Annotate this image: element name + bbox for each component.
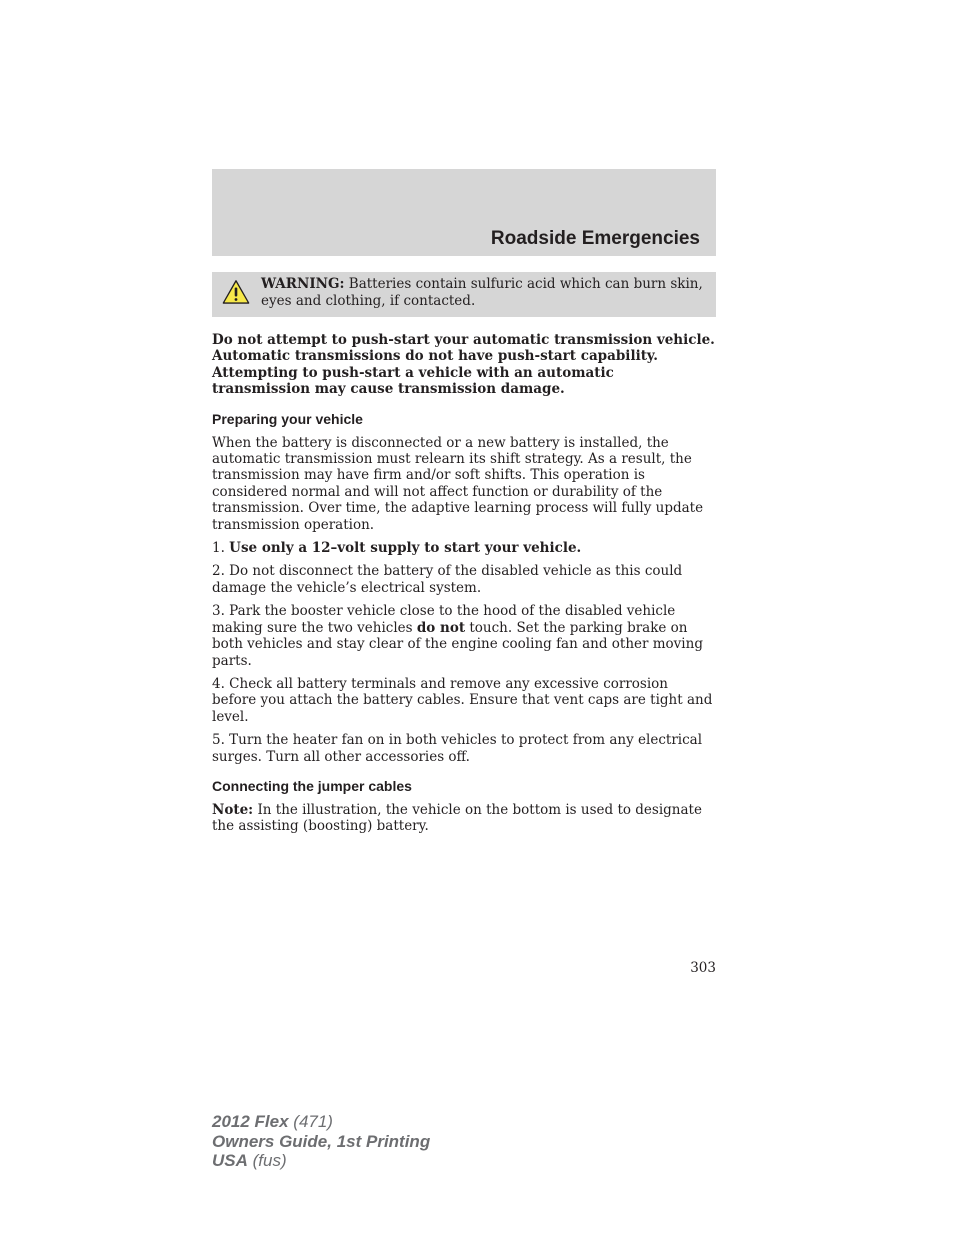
footer-line-1: [212, 1112, 430, 1132]
step-1: [212, 540, 716, 556]
step-3-text-a: 3. Park the booster vehicle close to the hood of the disabled vehicle making sure the two vehicles: [212, 603, 676, 636]
note-paragraph: [212, 802, 716, 835]
warning-triangle-icon: [222, 279, 250, 305]
footer-printing: Owners Guide, 1st Printing: [212, 1131, 431, 1151]
step-3: [212, 603, 716, 669]
step-1-number: 1.: [212, 540, 230, 557]
heading-preparing-vehicle: Preparing your vehicle: [212, 410, 363, 427]
warning-body: Batteries contain sulfuric acid which can burn skin, eyes and clothing, if contacted.: [261, 276, 703, 309]
step-3-text-b: touch. Set the parking brake on both vehicles and stay clear of the engine cooling fan and other moving parts.: [212, 619, 703, 669]
preparing-paragraph: When the battery is disconnected or a new battery is installed, the automatic transmission must relearn its shift strategy. As a result, the transmission may have firm and/or soft shifts. This operation is considered normal and will not affect function or durability of the transmission. Over time, the adaptive learning process will fully update transmission operation.: [212, 434, 704, 533]
page-number: 303: [690, 960, 716, 976]
footer-model-code: (471): [288, 1112, 333, 1131]
warning-box: [212, 272, 716, 317]
step-4: 4. Check all battery terminals and remove any excessive corrosion before you attach the battery cables. Ensure that vent caps are tight and level.: [212, 675, 713, 725]
document-footer: [212, 1112, 430, 1171]
step-2: 2. Do not disconnect the battery of the disabled vehicle as this could damage the vehicle’s electrical system.: [212, 563, 683, 596]
warning-text: [261, 276, 709, 309]
heading-connecting-cables: Connecting the jumper cables: [212, 777, 412, 794]
note-label: Note:: [212, 801, 254, 818]
footer-line-2: [212, 1132, 430, 1152]
step-3-emphasis: do not: [416, 619, 466, 636]
main-content: [212, 332, 716, 842]
note-text: In the illustration, the vehicle on the bottom is used to designate the assisting (boosting) battery.: [212, 801, 702, 835]
warning-label: WARNING:: [261, 276, 345, 292]
push-start-notice: Do not attempt to push-start your automatic transmission vehicle. Automatic transmissions do not have push-start capability. Attempting to push-start a vehicle with an automatic transmission may cause transmission damage.: [212, 332, 715, 398]
footer-region: USA: [212, 1151, 248, 1170]
section-header-band: [212, 169, 716, 256]
footer-model: 2012 Flex: [212, 1112, 289, 1131]
footer-line-3: [212, 1151, 430, 1171]
footer-region-code: (fus): [247, 1151, 287, 1170]
step-1-text: Use only a 12–volt supply to start your vehicle.: [229, 540, 582, 557]
step-5: 5. Turn the heater fan on in both vehicles to protect from any electrical surges. Turn all other accessories off.: [212, 732, 703, 765]
section-title: Roadside Emergencies: [490, 228, 700, 249]
